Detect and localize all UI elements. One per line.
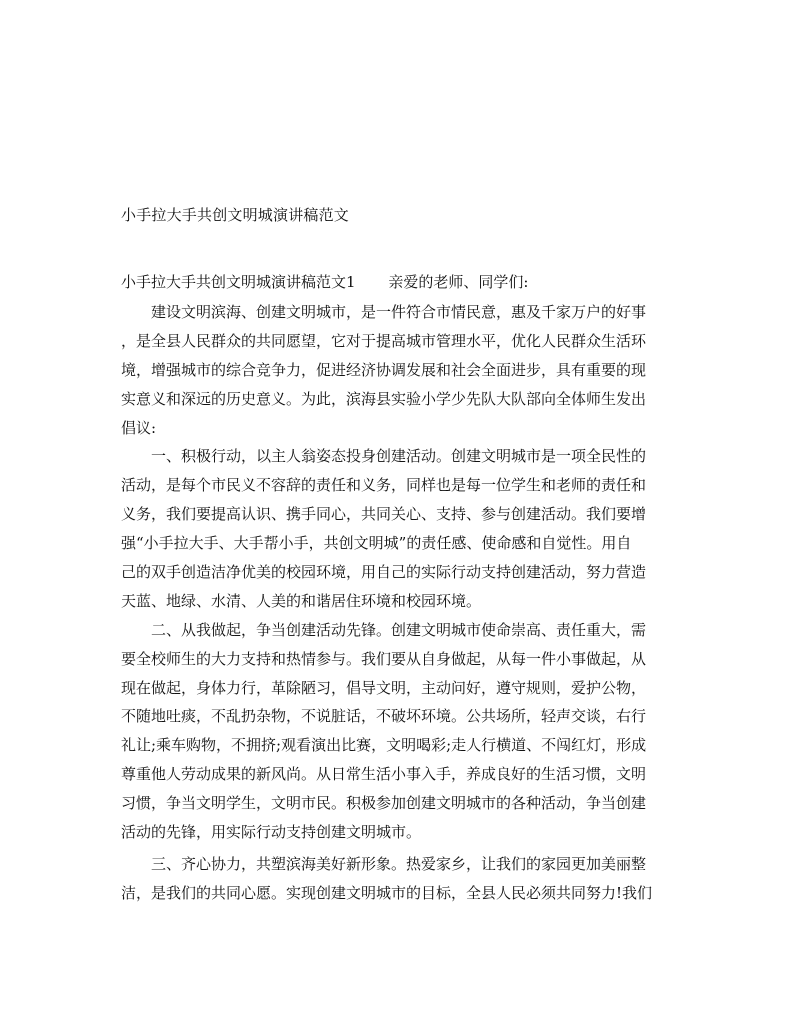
document-title: 小手拉大手共创文明城演讲稿范文 [121,206,350,224]
text-line: 活动的先锋，用实际行动支持创建文明城市。 [121,823,422,842]
speech-subtitle: 小手拉大手共创文明城演讲稿范文1 [121,273,356,291]
text-line: 三、齐心协力，共塑滨海美好新形象。热爱家乡，让我们的家园更加美丽整 [151,854,647,873]
text-line: 建设文明滨海、创建文明城市，是一件符合市情民意，惠及千家万户的好事 [151,303,647,321]
text-line: 现在做起，身体力行，革除陋习，倡导文明，主动问好，遵守规则，爱护公物， [121,678,647,697]
text-line: 洁，是我们的共同心愿。实现创建文明城市的目标，全县人民必须共同努力!我们 [121,883,653,902]
text-line: 尊重他人劳动成果的新风尚。从日常生活小事入手，养成良好的生活习惯，文明 [121,765,647,784]
text-line: 一、积极行动，以主人翁姿态投身创建活动。创建文明城市是一项全民性的 [151,447,647,466]
text-line: 不随地吐痰，不乱扔杂物，不说脏话，不破坏环境。公共场所，轻声交谈，右行 [121,707,647,726]
speech-greeting: 亲爱的老师、同学们: [388,273,529,291]
text-line: 天蓝、地绿、水清、人美的和谐居住环境和校园环境。 [121,591,482,610]
text-line: 礼让;乘车购物，不拥挤;观看演出比赛，文明喝彩;走人行横道、不闯红灯，形成 [121,736,647,755]
text-line: 义务，我们要提高认识、携手同心，共同关心、支持、参与创建活动。我们要增 [121,505,647,524]
text-line: 二、从我做起，争当创建活动先锋。创建文明城市使命崇高、责任重大，需 [151,620,647,639]
text-line: 己的双手创造洁净优美的校园环境，用自己的实际行动支持创建活动，努力营造 [121,563,647,582]
text-line: 强“小手拉大手、大手帮小手，共创文明城”的责任感、使命感和自觉性。用自 [121,534,632,553]
text-line: 倡议: [121,418,157,437]
speech-body [121,298,687,908]
speech-heading-row [121,270,528,294]
text-line: ，是全县人民群众的共同愿望，它对于提高城市管理水平，优化人民群众生活环 [121,331,647,350]
text-line: 要全校师生的大力支持和热情参与。我们要从自身做起，从每一件小事做起，从 [121,649,647,668]
text-line: 实意义和深远的历史意义。为此，滨海县实验小学少先队大队部向全体师生发出 [121,389,647,408]
text-line: 习惯，争当文明学生，文明市民。积极参加创建文明城市的各种活动，争当创建 [121,794,647,813]
text-line: 境，增强城市的综合竞争力，促进经济协调发展和社会全面进步，具有重要的现 [121,360,647,379]
text-line: 活动，是每个市民义不容辞的责任和义务，同样也是每一位学生和老师的责任和 [121,476,647,495]
